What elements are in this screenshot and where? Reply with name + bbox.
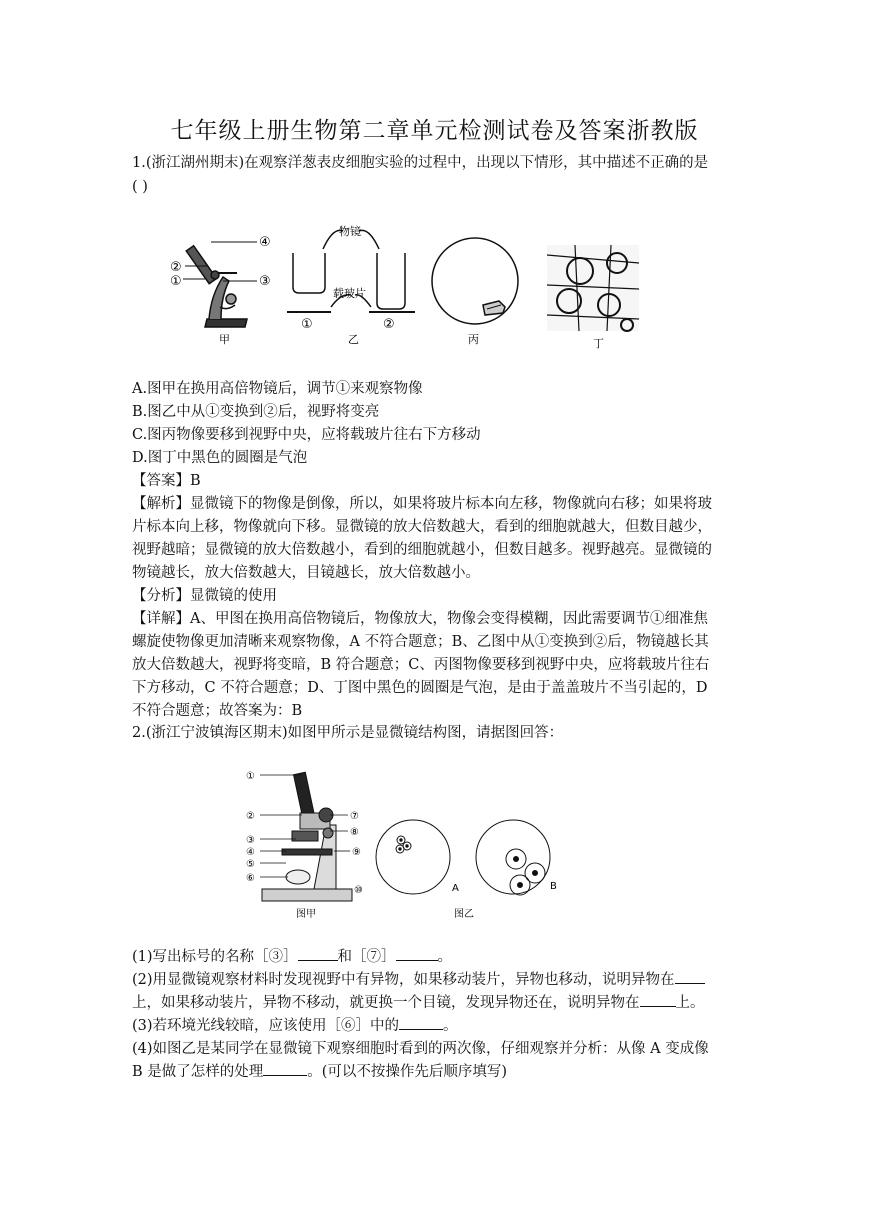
- q2-part4-text-c: 。(可以不按操作先后顺序填写): [307, 1064, 508, 1080]
- q2-blank-2[interactable]: [396, 946, 438, 961]
- cells-with-bubbles-ding-icon: [547, 245, 639, 331]
- q2-fig-caption-jia: 图甲: [296, 909, 316, 920]
- q2-fig-n1: ①: [246, 771, 255, 782]
- q1-stem: 1.(浙江湖州期末)在观察洋葱表皮细胞实验的过程中，出现以下情形，其中描述不正确的是: [132, 155, 709, 171]
- q2-blank-4[interactable]: [640, 992, 676, 1007]
- q1-fig-n3: ③: [259, 274, 271, 289]
- page-title: 七年级上册生物第二章单元检测试卷及答案浙教版: [170, 118, 699, 144]
- q1-fig-label-jia: 甲: [219, 333, 230, 346]
- view-a-icon: [376, 820, 450, 894]
- q1-xiangjie-line-5: 不符合题意；故答案为：B: [132, 703, 303, 719]
- q2-part1-text-a: (1)写出标号的名称［③］: [132, 949, 298, 965]
- q2-part4-line-2: [132, 1061, 742, 1084]
- q1-answer: 【答案】B: [132, 473, 201, 489]
- q2-part3-text-b: 。: [443, 1018, 458, 1034]
- q1-jiexi-line-4: 物镜越长，放大倍数越大，目镜越长，放大倍数越小。: [132, 565, 480, 581]
- q1-xiangjie-line-1: 【详解】A、甲图在换用高倍物镜后，物像放大，物像会变得模糊，因此需要调节①细准焦: [132, 611, 708, 627]
- q1-figure-svg: [165, 215, 655, 365]
- q2-fig-label-b: B: [550, 881, 557, 892]
- q2-part3-text-a: (3)若环境光线较暗，应该使用［⑥］中的: [132, 1018, 400, 1034]
- q2-fig-n5: ⑤: [246, 859, 255, 870]
- q1-option-a: A.图甲在换用高倍物镜后，调节①来观察物像: [132, 381, 423, 397]
- q2-part2-text-b: 上，如果移动装片，异物不移动，就更换一个目镜，发现异物还在，说明异物在: [132, 995, 640, 1011]
- microscope-jia-icon: [186, 246, 247, 327]
- q1-figure: [165, 215, 655, 365]
- q1-fig-label-zaibopian: 载玻片: [333, 287, 366, 300]
- q2-part2-text-a: (2)用显微镜观察材料时发现视野中有异物，如果移动装片，异物也移动，说明异物在: [132, 972, 675, 988]
- q2-fig-n10: ⑩: [354, 885, 363, 896]
- q2-figure: [240, 765, 570, 925]
- q1-xiangjie-line-3: 放大倍数越大，视野将变暗，B 符合题意；C、丙图物像要移到视野中央，应将载玻片往右: [132, 657, 710, 673]
- q1-jiexi-line-2: 片标本向上移，物像就向下移。显微镜的放大倍数越大，看到的细胞就越大，但数目越少，: [132, 519, 712, 535]
- q2-fig-caption-yi: 图乙: [454, 909, 474, 920]
- q1-jiexi-line-3: 视野越暗；显微镜的放大倍数越小，看到的细胞就越小，但数目越多。视野越亮。显微镜的: [132, 542, 712, 558]
- q2-blank-6[interactable]: [263, 1061, 307, 1076]
- q1-jiexi-line-1: 【解析】显微镜下的物像是倒像，所以，如果将玻片标本向左移，物像就向右移；如果将玻: [132, 496, 712, 512]
- q1-option-d: D.图丁中黑色的圆圈是气泡: [132, 450, 308, 466]
- q1-option-b: B.图乙中从①变换到②后，视野将变亮: [132, 404, 380, 420]
- q2-fig-n3: ③: [246, 835, 255, 846]
- q1-xiangjie-line-2: 螺旋使物像更加清晰来观察物像，A 不符合题意；B、乙图中从①变换到②后，物镜越长其: [132, 634, 709, 650]
- microscope-jia-icon: [262, 772, 352, 901]
- q1-fig-n2: ②: [170, 260, 182, 275]
- q1-option-c: C.图丙物像要移到视野中央，应将载玻片往右下方移动: [132, 427, 481, 443]
- q1-fig-label-wujing: 物镜: [339, 225, 361, 238]
- q2-blank-3[interactable]: [675, 969, 705, 984]
- q2-fig-n9: ⑨: [352, 847, 361, 858]
- q2-part4-line-1: (4)如图乙是某同学在显微镜下观察细胞时看到的两次像，仔细观察并分析：从像 A 变成像: [132, 1041, 709, 1057]
- q2-part3: [132, 1015, 742, 1038]
- q2-part2-text-c: 上。: [675, 995, 705, 1011]
- q2-part2-line-2: [132, 992, 752, 1015]
- q1-fig-n4: ④: [259, 235, 271, 250]
- view-b-icon: [476, 820, 550, 895]
- q2-fig-n2: ②: [246, 811, 255, 822]
- q2-fig-label-a: A: [452, 883, 459, 894]
- q1-paren: ( ): [132, 179, 148, 195]
- q2-blank-5[interactable]: [399, 1015, 443, 1030]
- q1-xiangjie-line-4: 下方移动，C 不符合题意；D、丁图中黑色的圆圈是气泡，是由于盖盖玻片不当引起的，D: [132, 680, 708, 696]
- q2-part2-line-1: [132, 969, 752, 992]
- q2-stem: 2.(浙江宁波镇海区期末)如图甲所示是显微镜结构图，请据图回答：: [132, 725, 564, 741]
- q1-fenxi: 【分析】显微镜的使用: [132, 588, 277, 604]
- q2-fig-n7: ⑦: [350, 811, 359, 822]
- q2-fig-n6: ⑥: [246, 873, 255, 884]
- q1-fig-yi-n1: ①: [301, 317, 313, 332]
- q1-fig-n1: ①: [170, 274, 182, 289]
- q1-fig-label-ding: 丁: [593, 337, 604, 350]
- q1-fig-label-yi: 乙: [348, 333, 359, 346]
- q2-fig-n4: ④: [246, 847, 255, 858]
- q2-figure-svg: [240, 765, 570, 925]
- q1-fig-yi-n2: ②: [383, 317, 395, 332]
- q2-blank-1[interactable]: [298, 946, 338, 961]
- q2-part1: [132, 946, 742, 969]
- q2-part1-text-b: 和［⑦］: [337, 949, 396, 965]
- q2-part1-text-c: 。: [437, 949, 453, 965]
- q2-fig-n8: ⑧: [350, 827, 359, 838]
- q2-part4-text-b: B 是做了怎样的处理: [132, 1064, 264, 1080]
- field-of-view-bing-icon: [432, 238, 518, 324]
- q1-fig-label-bing: 丙: [468, 333, 479, 346]
